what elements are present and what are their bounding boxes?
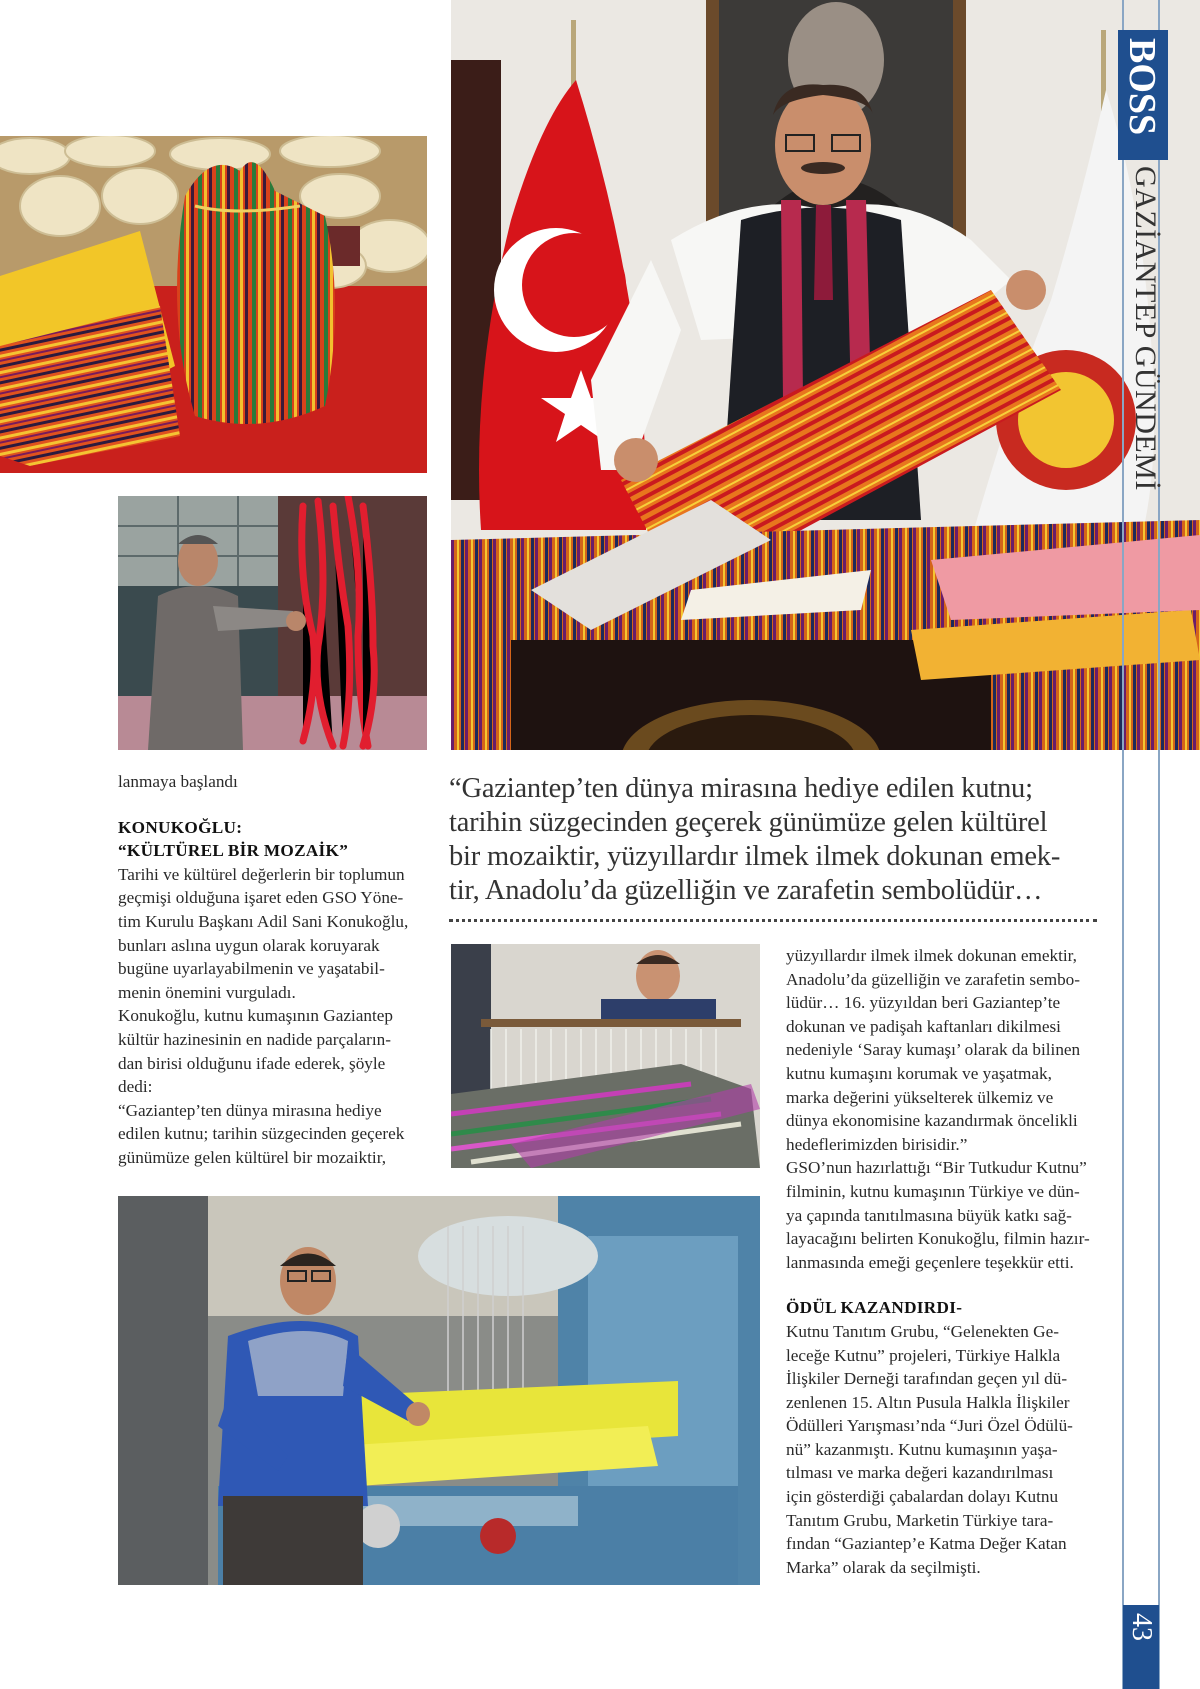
photo-kutnu-bags [0, 136, 427, 473]
body-line: ya çapında tanıtılmasına büyük katkı sağ- [786, 1205, 1072, 1225]
body-line: yüzyıllardır ilmek ilmek dokunan emektir, [786, 946, 1077, 965]
body-line: Marka” olarak da seçilmişti. [786, 1557, 981, 1577]
body-line: nedeniyle ‘Saray kumaşı’ olarak da bilinen [786, 1040, 1081, 1060]
body-line: Konukoğlu, kutnu kumaşının Gaziantep [118, 1006, 393, 1026]
body-line: filminin, kutnu kumaşının Türkiye ve dün- [786, 1181, 1080, 1201]
pull-quote-line: bir mozaiktir, yüzyıllardır ilmek ilmek dokunan emek- [449, 841, 1061, 872]
photo-worker-red-threads [118, 496, 427, 750]
photo-main-kutnu-presentation [451, 0, 1200, 750]
spacer [118, 794, 426, 816]
body-line: nü” kazanmıştı. Kutnu kumaşının yaşa- [786, 1439, 1058, 1459]
section-title: GAZİANTEP GÜNDEMİ [1129, 166, 1162, 491]
body-line: için gösterdiği çabalardan dolayı Kutnu [786, 1487, 1059, 1507]
body-line: kültür hazinesinin en nadide parçaların- [118, 1029, 391, 1049]
section-heading-line2: “KÜLTÜREL BİR MOZAİK” [118, 841, 349, 861]
brand-box [1118, 30, 1168, 160]
body-line: Ödülleri Yarışması’nda “Juri Özel Ödülü- [786, 1416, 1073, 1436]
body-line: bugüne uyarlayabilmenin ve yaşatabil- [118, 959, 385, 979]
body-line: dünya ekonomisine kazandırmak öncelikli [786, 1111, 1078, 1131]
dotted-divider [449, 919, 1097, 922]
pull-quote-line: tarihin süzgecinden geçerek günümüze gelen kültürel [449, 807, 1048, 838]
body-line: marka değerini yükselterek ülkemiz ve [786, 1087, 1054, 1107]
body-line: layacağını belirten Konukoğlu, filmin hazır- [786, 1229, 1090, 1249]
body-line: hedeflerimizden birisidir.” [786, 1134, 968, 1154]
body-line: günümüze gelen kültürel bir mozaiktir, [118, 1147, 387, 1167]
body-line: kutnu kumaşını korumak ve yaşatmak, [786, 1063, 1052, 1083]
photo-worker-mechanical-loom [118, 1196, 760, 1585]
body-line: tim Kurulu Başkanı Adil Sani Konukoğlu, [118, 911, 409, 931]
body-line: Tarihi ve kültürel değerlerin bir toplumun [118, 864, 405, 884]
body-line: edilen kutnu; tarihin süzgecinden geçerek [118, 1124, 405, 1144]
page-number: 43 [1126, 1613, 1157, 1641]
right-article-column [786, 944, 1094, 1579]
text-fragment: lanmaya başlandı [118, 772, 238, 791]
body-line: “Gaziantep’ten dünya mirasına hediye [118, 1100, 382, 1120]
pull-quote-line: tir, Anadolu’da güzelliğin ve zarafetin sembolüdür… [449, 875, 1043, 906]
photo-weaver-at-loom [451, 944, 760, 1168]
pull-quote-line: “Gaziantep’ten dünya mirasına hediye edilen kutnu; [449, 773, 1033, 804]
body-line: İlişkiler Derneği tarafından geçen yıl dü- [786, 1369, 1068, 1389]
pull-quote [449, 772, 1097, 908]
body-line: bunları aslına uygun olarak koruyarak [118, 935, 380, 955]
body-line: lanmasında emeği geçenlere teşekkür etti. [786, 1252, 1074, 1272]
body-line: tılması ve marka değeri kazandırılması [786, 1463, 1054, 1483]
side-rule-left [1122, 0, 1124, 1689]
section-heading-line1: KONUKOĞLU: [118, 817, 243, 837]
left-article-column [118, 770, 426, 1170]
section-heading-award: ÖDÜL KAZANDIRDI- [786, 1298, 963, 1318]
body-line: lüdür… 16. yüzyıldan beri Gaziantep’te [786, 993, 1061, 1013]
body-line: dokunan ve padişah kaftanları dikilmesi [786, 1016, 1061, 1036]
body-line: dedi: [118, 1077, 153, 1097]
body-line: Tanıtım Grubu, Marketin Türkiye tara- [786, 1510, 1054, 1530]
body-line: menin önemini vurguladı. [118, 982, 296, 1002]
body-line: fından “Gaziantep’e Katma Değer Katan [786, 1534, 1067, 1554]
page-number-box [1123, 1605, 1159, 1689]
body-line: GSO’nun hazırlattığı “Bir Tutkudur Kutnu” [786, 1158, 1087, 1178]
body-line: dan birisi olduğunu ifade ederek, şöyle [118, 1053, 386, 1073]
brand-logo-text: BOSS [1121, 38, 1163, 136]
body-line: zenlenen 15. Altın Pusula Halkla İlişkiler [786, 1392, 1070, 1412]
body-line: Anadolu’da güzelliğin ve zarafetin sembo- [786, 969, 1080, 989]
body-line: leceğe Kutnu” projeleri, Türkiye Halkla [786, 1345, 1061, 1365]
body-line: Kutnu Tanıtım Grubu, “Gelenekten Ge- [786, 1321, 1059, 1341]
body-line: geçmişi olduğuna işaret eden GSO Yöne- [118, 888, 404, 908]
spacer [786, 1274, 1094, 1296]
